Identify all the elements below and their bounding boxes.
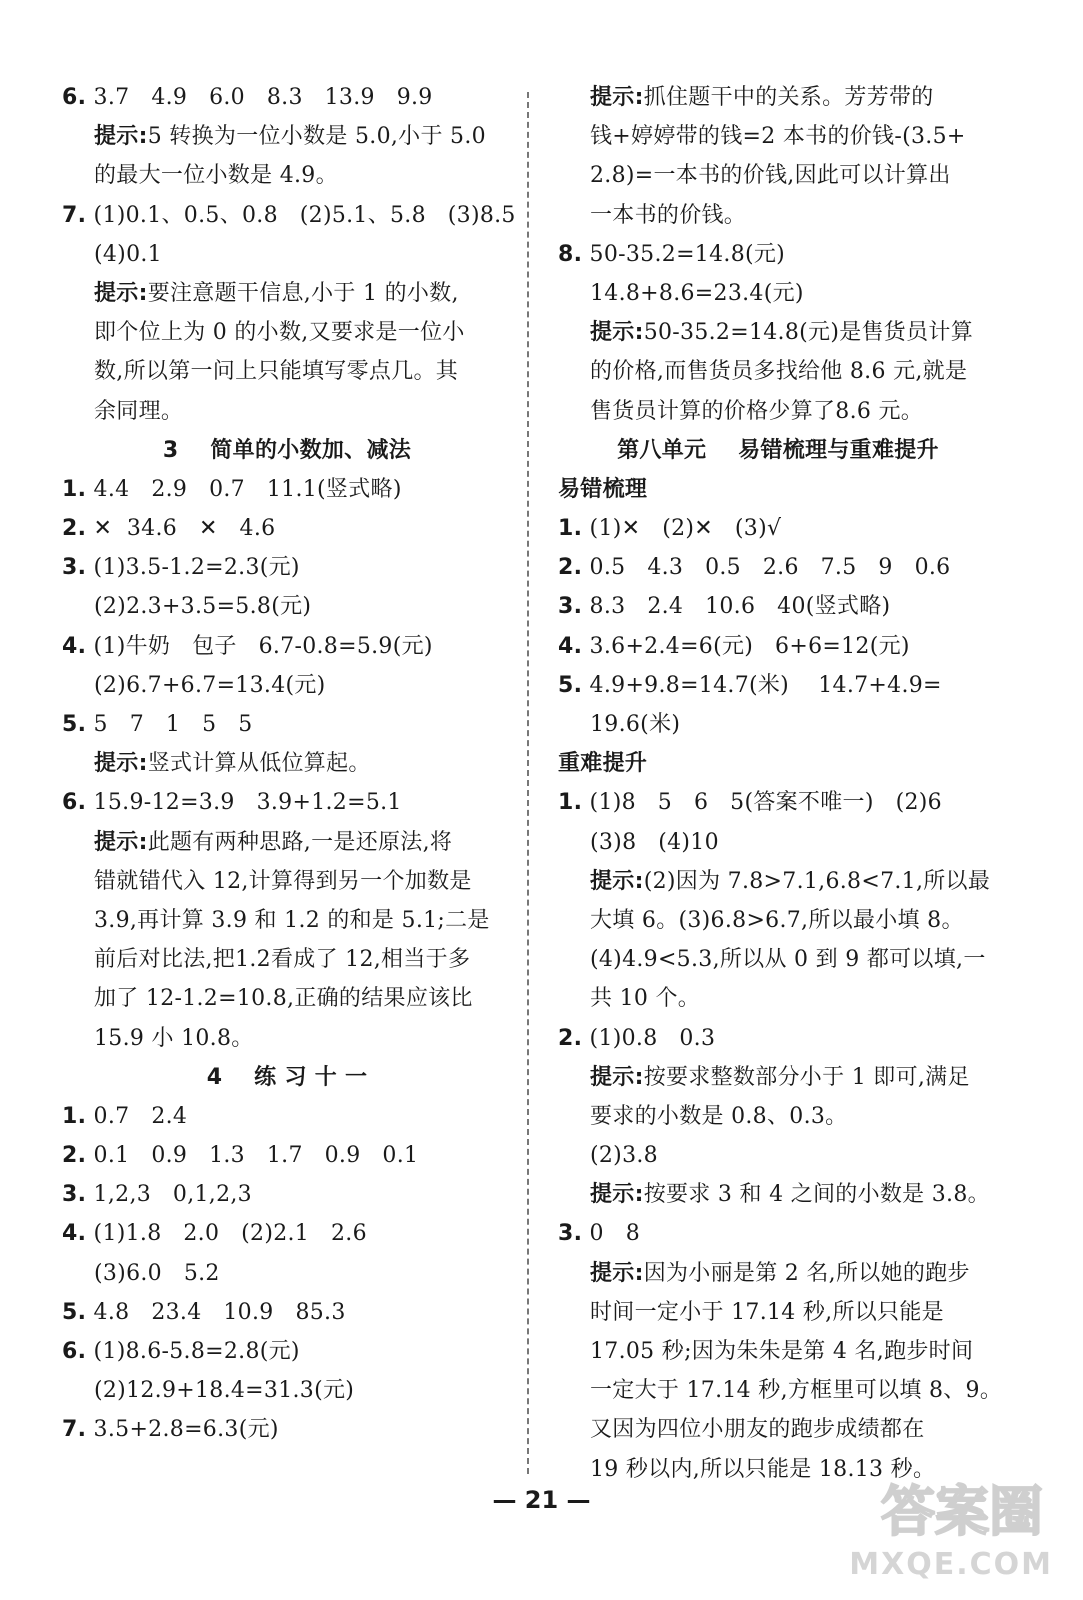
hint-line xyxy=(558,862,998,901)
subsection-title: 重难提升 xyxy=(558,751,648,777)
line-text: 按要求 3 和 4 之间的小数是 3.8。 xyxy=(643,1182,990,1208)
answer-item xyxy=(558,666,998,705)
line-text: (1)0.8 0.3 xyxy=(582,1025,716,1051)
text-line xyxy=(558,196,998,235)
line-text: 0.7 2.4 xyxy=(86,1103,188,1129)
item-number: 5. xyxy=(62,712,87,737)
text-line xyxy=(558,940,998,979)
subsection-title: 易错梳理 xyxy=(558,476,648,502)
text-line xyxy=(558,1410,998,1449)
line-text: 的最大一位小数是 4.9。 xyxy=(94,163,338,189)
item-number: 3. xyxy=(558,594,583,620)
item-number: 1. xyxy=(62,476,87,502)
line-text: 15.9-12=3.9 3.9+1.2=5.1 xyxy=(86,790,402,816)
text-line xyxy=(558,156,998,195)
line-text: 5 7 1 5 5 xyxy=(86,712,253,737)
answer-item xyxy=(62,783,512,822)
line-text: 时间一定小于 17.14 秒,所以只能是 xyxy=(590,1299,944,1325)
line-text: 抓住题干中的关系。芳芳带的 xyxy=(643,85,934,110)
line-text: 又因为四位小朋友的跑步成绩都在 xyxy=(590,1417,925,1443)
line-text: 14.8+8.6=23.4(元) xyxy=(590,280,804,306)
text-line xyxy=(558,117,998,156)
line-text: 3.7 4.9 6.0 8.3 13.9 9.9 xyxy=(86,85,433,110)
text-line xyxy=(62,352,512,391)
item-number: 4. xyxy=(62,633,87,659)
answer-item xyxy=(62,1214,512,1253)
text-line xyxy=(558,1332,998,1371)
answer-item xyxy=(62,1175,512,1214)
line-text: 4.9+9.8=14.7(米) 14.7+4.9= xyxy=(582,672,942,698)
line-text: 0 8 xyxy=(582,1221,641,1247)
line-text: 50-35.2=14.8(元) xyxy=(582,241,786,267)
text-line xyxy=(62,1371,512,1410)
line-text: 19.6(米) xyxy=(590,712,681,737)
item-number: 8. xyxy=(558,241,583,267)
answer-item xyxy=(558,509,998,548)
text-line xyxy=(558,823,998,862)
section-title: 3 简单的小数加、减法 xyxy=(162,437,412,463)
item-number: 6. xyxy=(62,790,87,816)
line-text: 5 转换为一位小数是 5.0,小于 5.0 xyxy=(147,124,486,150)
answer-item xyxy=(558,587,998,626)
line-text: 50-35.2=14.8(元)是售货员计算 xyxy=(643,320,973,346)
hint-label: 提示: xyxy=(590,868,644,894)
text-line xyxy=(558,1371,1003,1410)
item-number: 7. xyxy=(62,1417,87,1443)
text-line xyxy=(62,1019,512,1058)
line-text: 余同理。 xyxy=(94,398,184,424)
line-text: (3)8 (4)10 xyxy=(590,829,719,855)
hint-label: 提示: xyxy=(590,1182,644,1208)
hint-line xyxy=(558,78,998,117)
line-text: ✕ 34.6 ✕ 4.6 xyxy=(86,516,276,542)
answer-item xyxy=(62,1332,512,1371)
item-number: 6. xyxy=(62,1339,87,1364)
item-number: 2. xyxy=(62,1143,87,1169)
item-number: 3. xyxy=(558,1221,583,1247)
answer-item xyxy=(62,1293,512,1332)
line-text: 4.8 23.4 10.9 85.3 xyxy=(86,1299,346,1325)
line-text: (1)0.1、0.5、0.8 (2)5.1、5.8 (3)8.5 xyxy=(86,202,516,228)
hint-label: 提示: xyxy=(94,829,148,855)
hint-line xyxy=(558,1058,998,1097)
hint-label: 提示: xyxy=(590,85,644,110)
line-text: 钱+婷婷带的钱=2 本书的价钱-(3.5+ xyxy=(590,124,966,150)
page-number: — 21 — xyxy=(492,1486,591,1514)
text-line xyxy=(62,901,512,940)
right-column xyxy=(558,78,1003,1489)
item-number: 7. xyxy=(62,202,87,228)
text-line xyxy=(62,862,512,901)
line-text: (4)0.1 xyxy=(94,241,162,267)
line-text: 19 秒以内,所以只能是 18.13 秒。 xyxy=(590,1456,936,1482)
line-text: 的价格,而售货员多找给他 8.6 元,就是 xyxy=(590,359,968,385)
hint-line xyxy=(62,823,512,862)
item-number: 1. xyxy=(62,1103,87,1129)
answer-item xyxy=(558,235,998,274)
line-text: (1)✕ (2)✕ (3)√ xyxy=(582,516,782,542)
line-text: (2)因为 7.8>7.1,6.8<7.1,所以最 xyxy=(643,868,991,894)
line-text: (3)6.0 5.2 xyxy=(94,1260,220,1286)
hint-line xyxy=(62,274,512,313)
column-divider xyxy=(527,92,529,1474)
line-text: 即个位上为 0 的小数,又要求是一位小 xyxy=(94,320,465,346)
answer-item xyxy=(62,78,512,117)
text-line xyxy=(558,392,998,431)
text-line xyxy=(62,235,512,274)
line-text: 要求的小数是 0.8、0.3。 xyxy=(590,1103,848,1129)
line-text: 8.3 2.4 10.6 40(竖式略) xyxy=(582,594,891,620)
answer-item xyxy=(62,1097,512,1136)
text-line xyxy=(62,940,512,979)
text-line xyxy=(62,392,512,431)
line-text: (1)1.8 2.0 (2)2.1 2.6 xyxy=(86,1221,367,1247)
line-text: 竖式计算从低位算起。 xyxy=(147,751,371,777)
line-text: (2)12.9+18.4=31.3(元) xyxy=(94,1378,355,1404)
item-number: 1. xyxy=(558,790,583,816)
item-number: 5. xyxy=(558,672,583,698)
line-text: 3.9,再计算 3.9 和 1.2 的和是 5.1;二是 xyxy=(94,907,490,933)
line-text: (2)2.3+3.5=5.8(元) xyxy=(94,594,312,620)
hint-line xyxy=(558,313,998,352)
line-text: 按要求整数部分小于 1 即可,满足 xyxy=(643,1064,970,1090)
line-text: 0.1 0.9 1.3 1.7 0.9 0.1 xyxy=(86,1143,419,1169)
line-text: (4)4.9<5.3,所以从 0 到 9 都可以填,一 xyxy=(590,947,986,973)
text-line xyxy=(558,1097,998,1136)
line-text: 此题有两种思路,一是还原法,将 xyxy=(147,829,453,855)
line-text: 3.6+2.4=6(元) 6+6=12(元) xyxy=(582,633,910,659)
line-text: 因为小丽是第 2 名,所以她的跑步 xyxy=(643,1260,970,1286)
text-line xyxy=(558,352,998,391)
line-text: 共 10 个。 xyxy=(590,986,701,1012)
line-text: 4.4 2.9 0.7 11.1(竖式略) xyxy=(86,476,402,502)
item-number: 3. xyxy=(62,555,87,581)
answer-item xyxy=(62,1136,512,1175)
watermark-sub: MXQE.COM xyxy=(849,1547,1053,1582)
text-line xyxy=(62,666,512,705)
line-text: 一定大于 17.14 秒,方框里可以填 8、9。 xyxy=(590,1378,1003,1404)
line-text: 数,所以第一问上只能填写零点几。其 xyxy=(94,359,459,385)
answer-item xyxy=(62,196,516,235)
hint-label: 提示: xyxy=(590,1260,644,1286)
watermark-main: 答案圈 xyxy=(881,1480,1043,1543)
hint-line xyxy=(62,117,512,156)
answer-item xyxy=(62,548,512,587)
answer-item xyxy=(62,470,512,509)
line-text: 一本书的价钱。 xyxy=(590,202,747,228)
text-line xyxy=(62,979,512,1018)
text-line xyxy=(558,979,998,1018)
text-line xyxy=(558,1293,998,1332)
text-line xyxy=(558,274,998,313)
answer-item xyxy=(62,1410,512,1449)
line-text: 15.9 小 10.8。 xyxy=(94,1025,254,1051)
line-text: 前后对比法,把1.2看成了 12,相当于多 xyxy=(94,947,471,973)
line-text: 要注意题干信息,小于 1 的小数, xyxy=(147,280,459,306)
hint-label: 提示: xyxy=(94,751,148,777)
item-number: 2. xyxy=(62,516,87,542)
answer-item xyxy=(558,627,998,666)
line-text: 错就错代入 12,计算得到另一个加数是 xyxy=(94,868,472,894)
text-line xyxy=(62,587,512,626)
line-text: 3.5+2.8=6.3(元) xyxy=(86,1417,279,1443)
line-text: 加了 12-1.2=10.8,正确的结果应该比 xyxy=(94,986,473,1012)
answer-item xyxy=(62,705,512,744)
section-title: 第八单元 易错梳理与重难提升 xyxy=(617,437,939,463)
text-line xyxy=(558,1136,998,1175)
hint-label: 提示: xyxy=(590,1064,644,1090)
text-line xyxy=(62,156,512,195)
item-number: 3. xyxy=(62,1182,87,1208)
answer-item xyxy=(558,1019,998,1058)
hint-label: 提示: xyxy=(94,124,148,150)
line-text: (2)6.7+6.7=13.4(元) xyxy=(94,672,326,698)
item-number: 2. xyxy=(558,1025,583,1051)
line-text: 1,2,3 0,1,2,3 xyxy=(86,1182,252,1208)
line-text: (1)牛奶 包子 6.7-0.8=5.9(元) xyxy=(86,633,433,659)
item-number: 5. xyxy=(62,1299,87,1325)
text-line xyxy=(62,313,512,352)
line-text: (2)3.8 xyxy=(590,1143,658,1169)
item-number: 6. xyxy=(62,85,87,110)
answer-item xyxy=(558,1214,998,1253)
hint-line xyxy=(62,744,512,783)
text-line xyxy=(62,1254,512,1293)
line-text: 0.5 4.3 0.5 2.6 7.5 9 0.6 xyxy=(582,555,951,581)
line-text: (1)8.6-5.8=2.8(元) xyxy=(86,1339,300,1364)
left-column xyxy=(62,78,516,1450)
item-number: 4. xyxy=(62,1221,87,1247)
line-text: (1)8 5 6 5(答案不唯一) (2)6 xyxy=(582,790,942,816)
item-number: 2. xyxy=(558,555,583,581)
section-title: 4 练 习 十 一 xyxy=(206,1064,368,1090)
hint-line xyxy=(558,1254,998,1293)
line-text: 2.8)=一本书的价钱,因此可以计算出 xyxy=(590,163,951,189)
line-text: 大填 6。(3)6.8>6.7,所以最小填 8。 xyxy=(590,907,964,933)
answer-item xyxy=(558,548,998,587)
line-text: 17.05 秒;因为朱朱是第 4 名,跑步时间 xyxy=(590,1339,974,1364)
answer-item xyxy=(62,627,512,666)
item-number: 4. xyxy=(558,633,583,659)
watermark-logo xyxy=(849,1472,1053,1582)
hint-label: 提示: xyxy=(94,280,148,306)
item-number: 1. xyxy=(558,516,583,542)
answer-item xyxy=(558,783,998,822)
hint-label: 提示: xyxy=(590,320,644,346)
answer-item xyxy=(62,509,512,548)
text-line xyxy=(558,705,998,744)
text-line xyxy=(558,901,998,940)
line-text: (1)3.5-1.2=2.3(元) xyxy=(86,555,300,581)
line-text: 售货员计算的价格少算了8.6 元。 xyxy=(590,398,924,424)
hint-line xyxy=(558,1175,998,1214)
